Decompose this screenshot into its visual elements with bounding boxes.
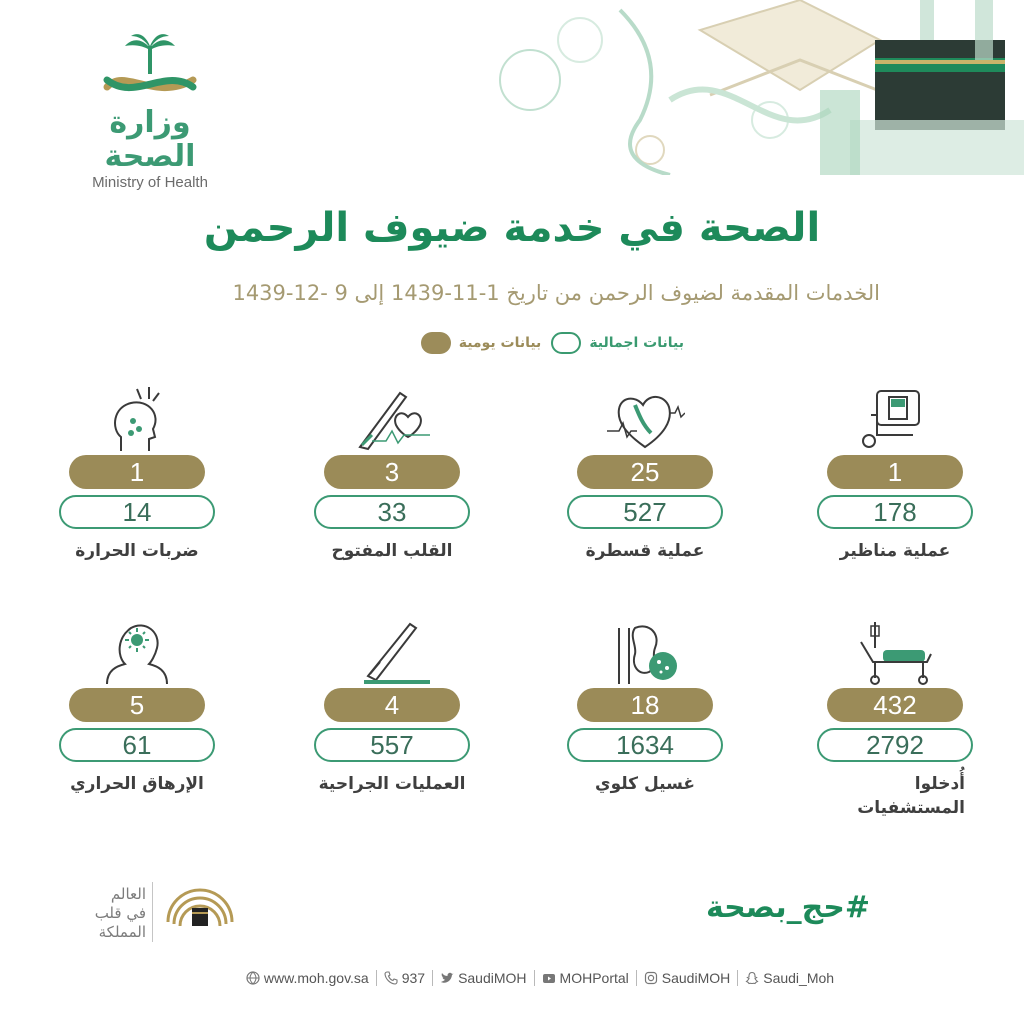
total-value: 2792: [817, 728, 973, 762]
instagram-icon: [644, 971, 658, 985]
total-value: 1634: [567, 728, 723, 762]
footer-links: [190, 966, 890, 990]
snapchat-icon: [745, 971, 759, 985]
stat-label: عملية قسطرة: [585, 541, 705, 561]
legend-daily-label: بيانات يومية: [458, 335, 542, 351]
logo-arabic-text: وزارة الصحة: [104, 105, 196, 174]
footer-website-text: www.moh.gov.sa: [263, 970, 369, 986]
daily-value: 5: [69, 688, 205, 722]
daily-value: 1: [69, 455, 205, 489]
heart-icon: [605, 385, 685, 455]
total-value: 33: [314, 495, 470, 529]
stat-label: ضربات الحرارة: [75, 541, 199, 561]
daily-value: 25: [577, 455, 713, 489]
footer-youtube-link[interactable]: [534, 970, 636, 986]
total-value: 557: [314, 728, 470, 762]
total-value: 178: [817, 495, 973, 529]
footer-website-link[interactable]: [239, 970, 376, 986]
kingdom-slogan: [66, 885, 146, 942]
footer-snapchat-link[interactable]: [737, 970, 841, 986]
footer-twitter-text: SaudiMOH: [458, 970, 527, 986]
stat-heat-exhaustion: [57, 618, 217, 796]
stat-label: غسيل كلوي: [594, 774, 695, 794]
stat-label: الإرهاق الحراري: [70, 774, 204, 794]
footer-twitter-link[interactable]: [432, 970, 533, 986]
daily-value: 4: [324, 688, 460, 722]
palm-swords-emblem-icon: [95, 32, 205, 104]
footer-instagram-text: SaudiMOH: [661, 970, 731, 986]
kingdom-line-1: العالم: [110, 885, 146, 903]
header-illustration: [470, 0, 1024, 175]
stat-endoscopy: [815, 385, 975, 563]
kidney-icon: [605, 618, 685, 688]
globe-icon: [246, 971, 260, 985]
phone-icon: [384, 971, 398, 985]
twitter-icon: [440, 971, 454, 985]
youtube-icon: [542, 971, 556, 985]
footer-youtube-text: MOHPortal: [559, 970, 629, 986]
footer-phone-link[interactable]: [376, 970, 432, 986]
total-value: 527: [567, 495, 723, 529]
stat-label: القلب المفتوح: [331, 541, 453, 561]
blood-pressure-monitor-icon: [855, 385, 935, 455]
daily-value: 432: [827, 688, 963, 722]
stat-hospital-admissions: [815, 618, 975, 820]
footer-snapchat-text: Saudi_Moh: [763, 970, 835, 986]
hashtag: #حج_بصحة: [705, 890, 870, 925]
hospital-bed-icon: [855, 618, 935, 688]
scalpel-heart-icon: [352, 385, 432, 455]
daily-value: 3: [324, 455, 460, 489]
kingdom-line-3: المملكة: [98, 923, 146, 941]
legend-daily: [421, 332, 542, 354]
daily-value: 1: [827, 455, 963, 489]
legend: [421, 330, 684, 356]
legend-daily-swatch: [421, 332, 451, 354]
legend-total: [551, 332, 684, 354]
stat-heatstroke: [57, 385, 217, 563]
stat-surgeries: [312, 618, 472, 796]
kingdom-line-2: في قلب: [94, 904, 146, 922]
page-title: الصحة في خدمة ضيوف الرحمن: [203, 205, 821, 251]
moh-logo: [60, 32, 240, 191]
total-value: 14: [59, 495, 215, 529]
stat-open-heart: [312, 385, 472, 563]
scalpel-icon: [352, 618, 432, 688]
heatstroke-head-icon: [97, 385, 177, 455]
stat-catheterization: [565, 385, 725, 563]
kingdom-divider: [152, 882, 153, 942]
heat-exhaustion-icon: [97, 618, 177, 688]
stat-label: عملية مناظير: [839, 541, 951, 561]
logo-english-text: Ministry of Health: [92, 174, 208, 191]
stat-label: العمليات الجراحية: [318, 774, 466, 794]
footer-phone-text: 937: [401, 970, 426, 986]
stat-label: أُدخلوا المستشفيات: [857, 774, 965, 818]
kingdom-emblem-icon: [160, 878, 240, 948]
legend-total-swatch: [551, 332, 581, 354]
footer-instagram-link[interactable]: [636, 970, 737, 986]
page-subtitle: الخدمات المقدمة لضيوف الرحمن من تاريخ 1-11-1439 إلى 9 -12-1439: [232, 281, 880, 305]
stat-dialysis: [565, 618, 725, 796]
total-value: 61: [59, 728, 215, 762]
legend-total-label: بيانات اجمالية: [589, 335, 684, 351]
daily-value: 18: [577, 688, 713, 722]
